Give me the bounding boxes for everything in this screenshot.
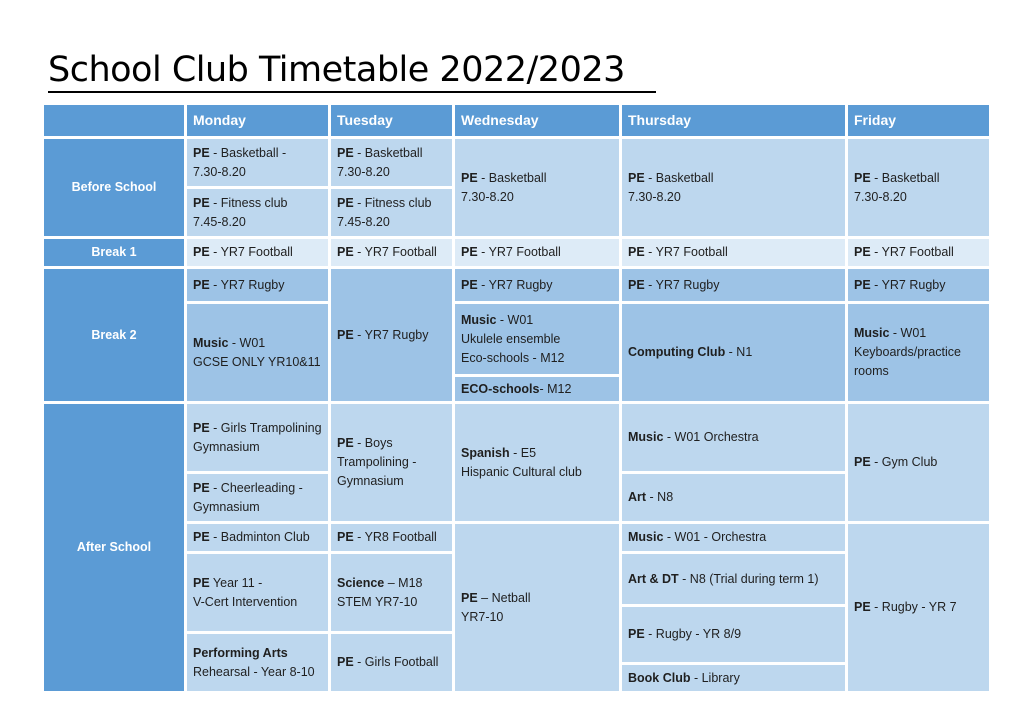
timetable-grid [44,105,978,685]
cell-after-tue-2: PE - YR8 Football [331,524,452,551]
row-label-before-school: Before School [44,139,184,236]
page-title: School Club Timetable 2022/2023 [48,50,625,90]
cell-before-mon-2: PE - Fitness club 7.45-8.20 [187,189,328,236]
cell-after-fri-1: PE - Gym Club [848,404,989,521]
cell-break1-wed: PE - YR7 Football [455,239,619,266]
cell-break2-tue: PE - YR7 Rugby [331,269,452,401]
cell-after-thu-1: Music - W01 Orchestra [622,404,845,471]
cell-before-tue-2: PE - Fitness club 7.45-8.20 [331,189,452,236]
row-label-break-2: Break 2 [44,269,184,401]
row-label-after-school: After School [44,404,184,691]
header-monday: Monday [187,105,328,136]
cell-break2-thu-1: PE - YR7 Rugby [622,269,845,301]
cell-after-wed-2: PE – Netball YR7-10 [455,524,619,691]
cell-before-thu: PE - Basketball 7.30-8.20 [622,139,845,236]
cell-after-thu-2: Art - N8 [622,474,845,521]
cell-after-tue-3: Science – M18 STEM YR7-10 [331,554,452,631]
cell-after-mon-5: Performing Arts Rehearsal - Year 8-10 [187,634,328,691]
corner-header [44,105,184,136]
cell-break2-fri-1: PE - YR7 Rugby [848,269,989,301]
cell-break1-thu: PE - YR7 Football [622,239,845,266]
cell-after-tue-1: PE - Boys Trampolining - Gymnasium [331,404,452,521]
row-label-break-1: Break 1 [44,239,184,266]
header-thursday: Thursday [622,105,845,136]
cell-before-fri: PE - Basketball 7.30-8.20 [848,139,989,236]
header-wednesday: Wednesday [455,105,619,136]
cell-break1-fri: PE - YR7 Football [848,239,989,266]
header-friday: Friday [848,105,989,136]
cell-break2-thu-2: Computing Club - N1 [622,304,845,401]
cell-break1-mon: PE - YR7 Football [187,239,328,266]
header-tuesday: Tuesday [331,105,452,136]
cell-break2-wed-3: ECO-schools- M12 [455,377,619,401]
cell-after-mon-3: PE - Badminton Club [187,524,328,551]
cell-after-wed-1: Spanish - E5 Hispanic Cultural club [455,404,619,521]
cell-after-thu-6: Book Club - Library [622,665,845,691]
cell-break2-wed-1: PE - YR7 Rugby [455,269,619,301]
cell-before-mon-1: PE - Basketball - 7.30-8.20 [187,139,328,186]
cell-break1-tue: PE - YR7 Football [331,239,452,266]
cell-after-thu-5: PE - Rugby - YR 8/9 [622,607,845,662]
cell-after-thu-4: Art & DT - N8 (Trial during term 1) [622,554,845,604]
cell-after-mon-1: PE - Girls Trampolining Gymnasium [187,404,328,471]
cell-before-wed: PE - Basketball 7.30-8.20 [455,139,619,236]
cell-after-mon-2: PE - Cheerleading - Gymnasium [187,474,328,521]
cell-break2-mon-1: PE - YR7 Rugby [187,269,328,301]
cell-break2-fri-2: Music - W01 Keyboards/practice rooms [848,304,989,401]
cell-after-tue-4: PE - Girls Football [331,634,452,691]
cell-after-thu-3: Music - W01 - Orchestra [622,524,845,551]
cell-before-tue-1: PE - Basketball 7.30-8.20 [331,139,452,186]
cell-after-mon-4: PE Year 11 - V-Cert Intervention [187,554,328,631]
title-underline [48,91,656,93]
cell-break2-mon-2: Music - W01 GCSE ONLY YR10&11 [187,304,328,401]
cell-break2-wed-2: Music - W01 Ukulele ensemble Eco-schools - M12 [455,304,619,374]
cell-after-fri-2: PE - Rugby - YR 7 [848,524,989,691]
